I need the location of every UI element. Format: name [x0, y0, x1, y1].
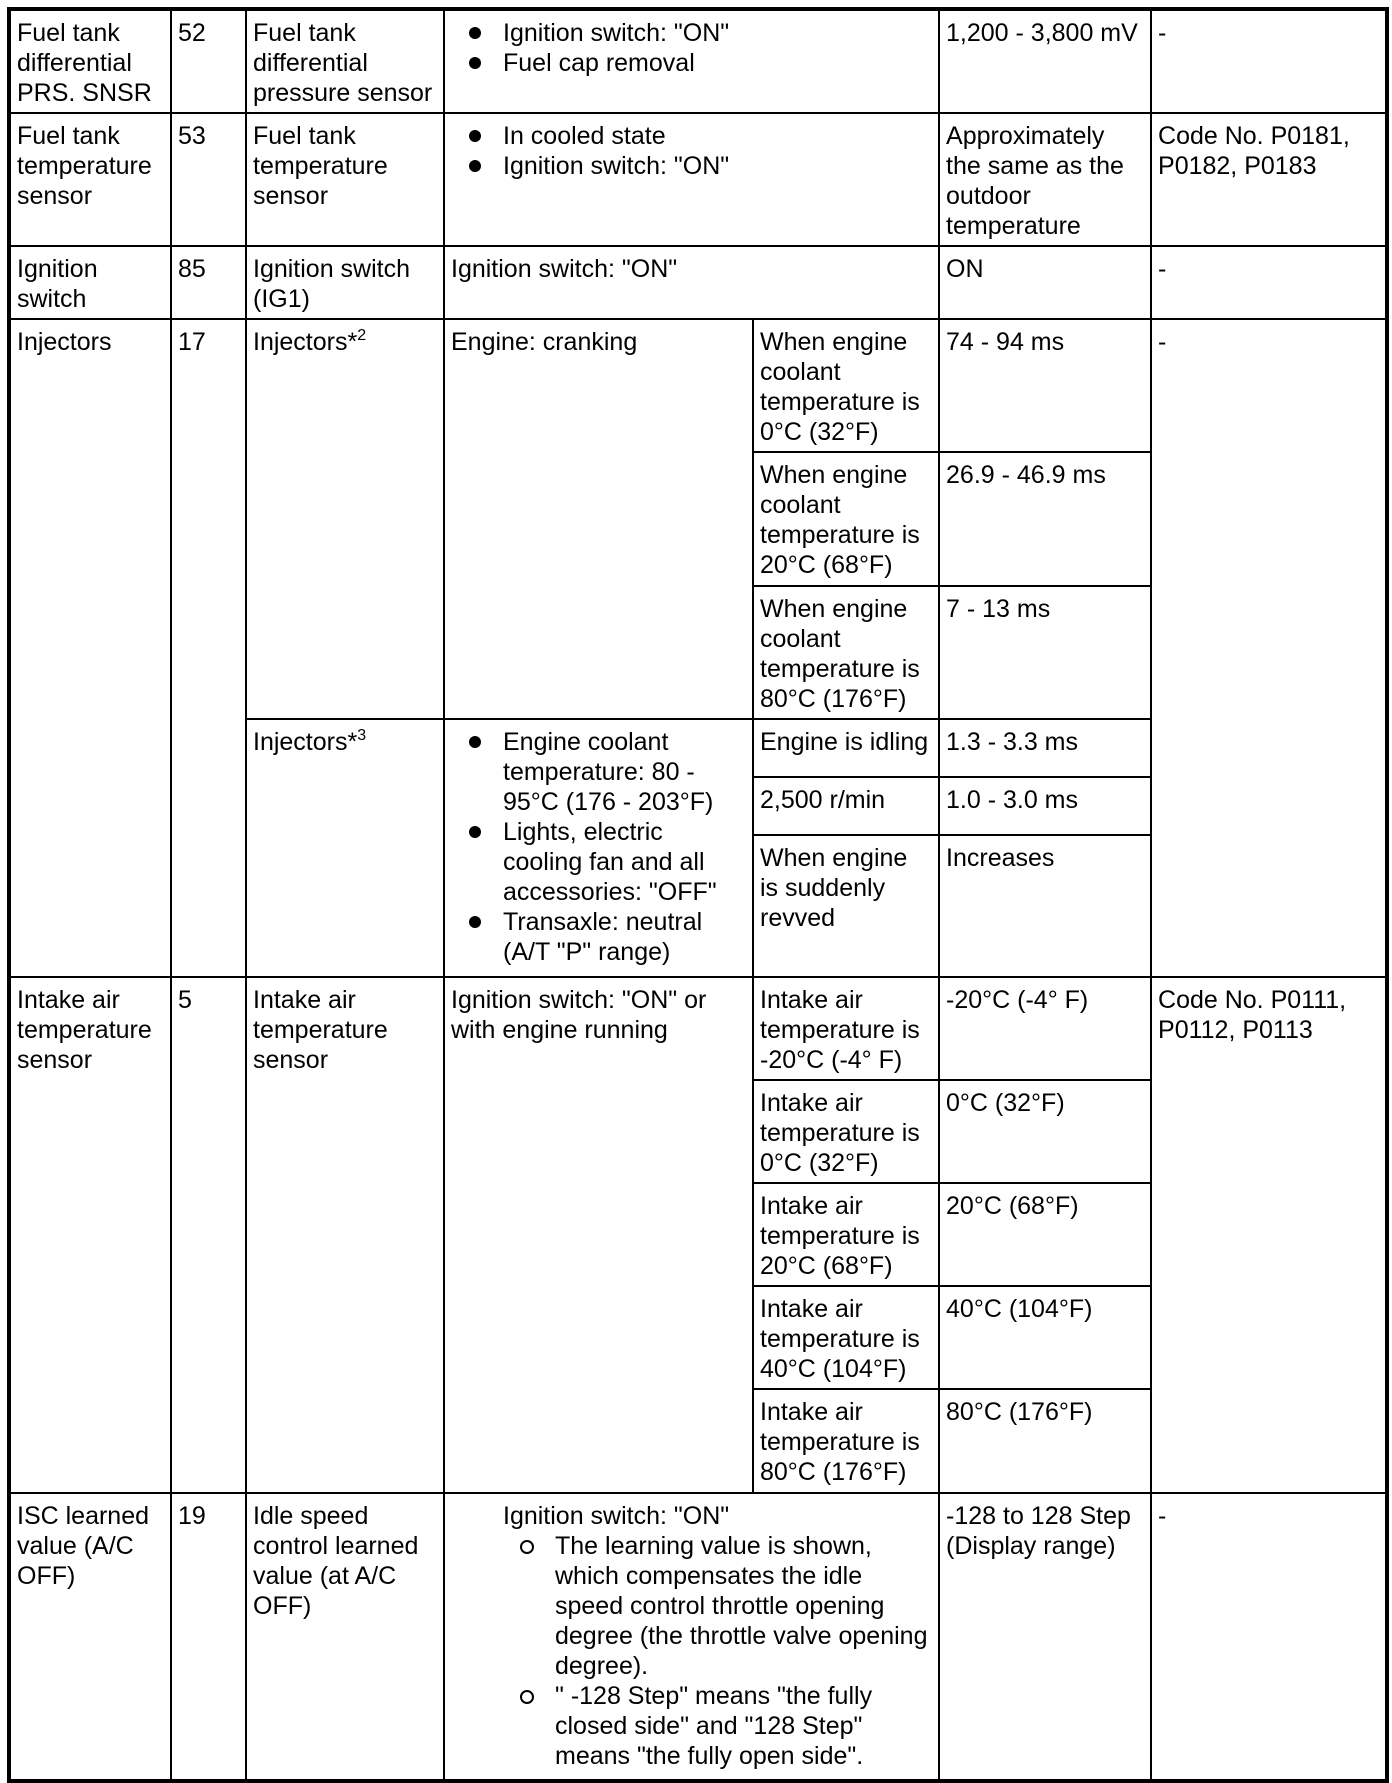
- condition-cell: [444, 1493, 939, 1781]
- table-row: [9, 113, 1387, 246]
- check-item-text: Injectors*: [253, 328, 358, 356]
- condition-cell: Engine: cranking: [444, 319, 753, 719]
- normal-value-cell: 40°C (104°F): [939, 1286, 1151, 1389]
- item-cell: Injectors: [9, 319, 171, 977]
- reference-cell: -: [1151, 1493, 1387, 1781]
- reference-cell: -: [1151, 246, 1387, 319]
- normal-value-cell: Approximately the same as the outdoor temperature: [939, 113, 1151, 246]
- normal-value-cell: 1,200 - 3,800 mV: [939, 9, 1151, 113]
- check-item-cell: [246, 719, 444, 977]
- item-no-cell: 17: [171, 319, 246, 977]
- normal-value-cell: 80°C (176°F): [939, 1389, 1151, 1493]
- condition-item: Engine coolant temperature: 80 - 95°C (176 - 203°F): [451, 727, 746, 817]
- item-cell: Ignition switch: [9, 246, 171, 319]
- table-row: [9, 1493, 1387, 1781]
- service-data-table: [7, 7, 1389, 1783]
- item-no-cell: 19: [171, 1493, 246, 1781]
- normal-value-cell: 0°C (32°F): [939, 1080, 1151, 1183]
- condition-item: Lights, electric cooling fan and all accessories: "OFF": [451, 817, 746, 907]
- normal-value-cell: -20°C (-4° F): [939, 977, 1151, 1080]
- sub-condition-cell: Intake air temperature is 80°C (176°F): [753, 1389, 939, 1493]
- sub-condition-cell: Engine is idling: [753, 719, 939, 777]
- footnote-mark: 3: [357, 727, 367, 744]
- item-no-cell: 5: [171, 977, 246, 1493]
- reference-cell: -: [1151, 319, 1387, 977]
- condition-cell: [444, 9, 939, 113]
- normal-value-cell: Increases: [939, 835, 1151, 977]
- normal-value-cell: 26.9 - 46.9 ms: [939, 452, 1151, 586]
- check-item-cell: Fuel tank differential pressure sensor: [246, 9, 444, 113]
- sub-condition-cell: When engine coolant temperature is 20°C (68°F): [753, 452, 939, 586]
- condition-cell: Ignition switch: "ON" or with engine running: [444, 977, 753, 1493]
- condition-item: Transaxle: neutral (A/T "P" range): [451, 907, 746, 967]
- condition-text: Ignition switch: "ON": [503, 1502, 730, 1530]
- sub-condition-cell: When engine is suddenly revved: [753, 835, 939, 977]
- check-item-cell: Intake air temperature sensor: [246, 977, 444, 1493]
- normal-value-cell: 20°C (68°F): [939, 1183, 1151, 1286]
- condition-list: [451, 727, 746, 967]
- check-item-cell: Fuel tank temperature sensor: [246, 113, 444, 246]
- condition-item: In cooled state: [451, 121, 932, 151]
- footnote-mark: 2: [357, 327, 367, 344]
- check-item-cell: Idle speed control learned value (at A/C OFF): [246, 1493, 444, 1781]
- normal-value-cell: 1.0 - 3.0 ms: [939, 777, 1151, 835]
- condition-item: Ignition switch: "ON": [451, 151, 932, 181]
- sub-condition-cell: 2,500 r/min: [753, 777, 939, 835]
- sub-condition-cell: Intake air temperature is -20°C (-4° F): [753, 977, 939, 1080]
- condition-list: [451, 121, 932, 181]
- sub-condition-cell: When engine coolant temperature is 80°C (176°F): [753, 586, 939, 719]
- condition-cell: [444, 113, 939, 246]
- item-cell: Fuel tank temperature sensor: [9, 113, 171, 246]
- normal-value-cell: ON: [939, 246, 1151, 319]
- note-list: [451, 1531, 932, 1771]
- reference-cell: Code No. P0111, P0112, P0113: [1151, 977, 1387, 1493]
- sub-condition-cell: Intake air temperature is 20°C (68°F): [753, 1183, 939, 1286]
- table-row: [9, 319, 1387, 452]
- note-item: " -128 Step" means "the fully closed side" and "128 Step" means "the fully open side".: [503, 1681, 932, 1771]
- table-row: [9, 246, 1387, 319]
- condition-item: Fuel cap removal: [451, 48, 932, 78]
- normal-value-cell: 1.3 - 3.3 ms: [939, 719, 1151, 777]
- check-item-cell: Ignition switch (IG1): [246, 246, 444, 319]
- condition-cell: [444, 719, 753, 977]
- item-cell: ISC learned value (A/C OFF): [9, 1493, 171, 1781]
- condition-list: [451, 18, 932, 78]
- sub-condition-cell: When engine coolant temperature is 0°C (32°F): [753, 319, 939, 452]
- sub-condition-cell: Intake air temperature is 40°C (104°F): [753, 1286, 939, 1389]
- item-cell: Intake air temperature sensor: [9, 977, 171, 1493]
- reference-cell: -: [1151, 9, 1387, 113]
- item-no-cell: 53: [171, 113, 246, 246]
- sub-condition-cell: Intake air temperature is 0°C (32°F): [753, 1080, 939, 1183]
- table-row: [9, 9, 1387, 113]
- condition-cell: Ignition switch: "ON": [444, 246, 939, 319]
- condition-item: Ignition switch: "ON": [451, 18, 932, 48]
- table-row: [9, 977, 1387, 1080]
- item-no-cell: 52: [171, 9, 246, 113]
- check-item-text: Injectors*: [253, 728, 358, 756]
- normal-value-cell: 74 - 94 ms: [939, 319, 1151, 452]
- reference-cell: Code No. P0181, P0182, P0183: [1151, 113, 1387, 246]
- item-no-cell: 85: [171, 246, 246, 319]
- item-cell: Fuel tank differential PRS. SNSR: [9, 9, 171, 113]
- normal-value-cell: 7 - 13 ms: [939, 586, 1151, 719]
- check-item-cell: [246, 319, 444, 719]
- normal-value-cell: -128 to 128 Step (Display range): [939, 1493, 1151, 1781]
- note-item: The learning value is shown, which compensates the idle speed control throttle opening degree (the throttle valve opening degree).: [503, 1531, 932, 1681]
